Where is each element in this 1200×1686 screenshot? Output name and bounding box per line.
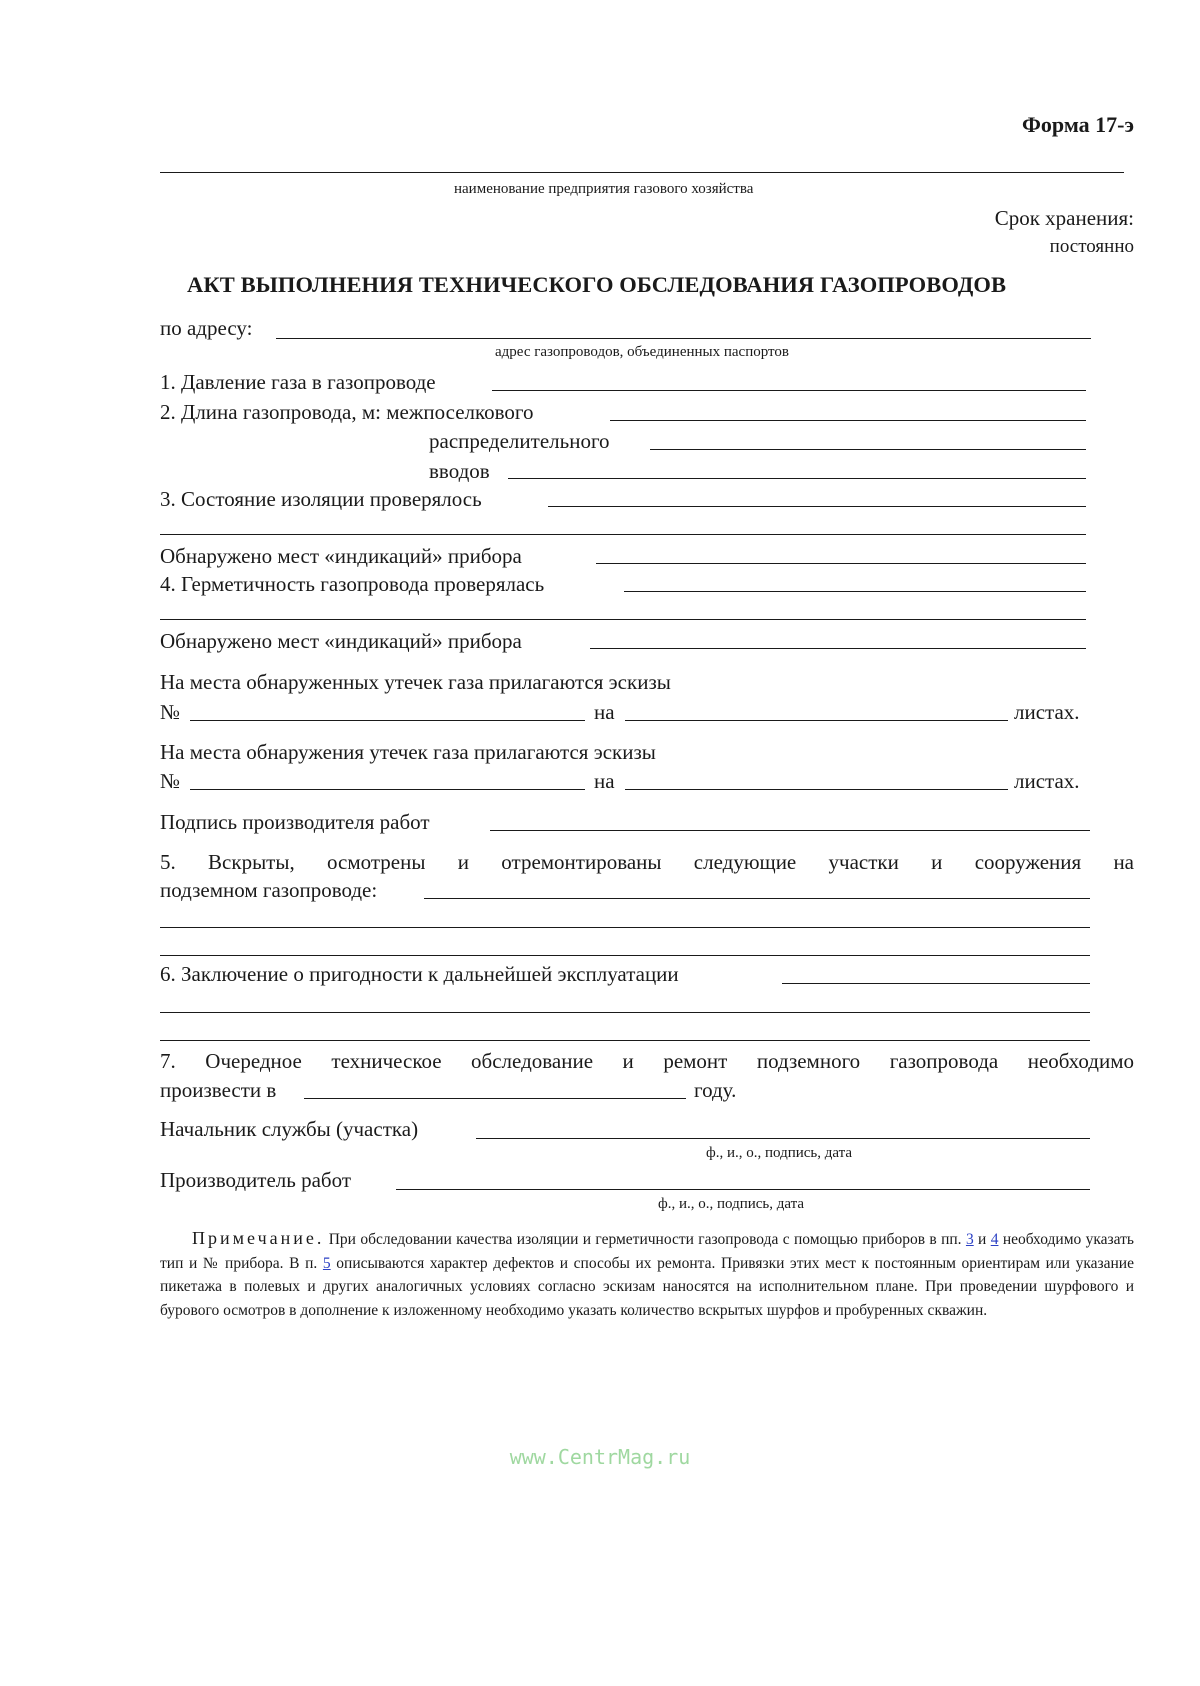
found-places-line-1[interactable] [596, 563, 1086, 564]
retention-label: Срок хранения: [994, 206, 1134, 230]
note-ref-4[interactable]: 4 [990, 1231, 999, 1248]
distribution-label: распределительного [429, 429, 610, 453]
document-title: АКТ ВЫПОЛНЕНИЯ ТЕХНИЧЕСКОГО ОБСЛЕДОВАНИЯ ГАЗОПРОВОДОВ [187, 272, 1007, 297]
sketch1-sheets-word: листах. [1014, 700, 1080, 724]
sketch2-number-line[interactable] [190, 789, 585, 790]
note-ref-5[interactable]: 5 [322, 1254, 331, 1272]
item3-label: 3. Состояние изоляции проверялось [160, 487, 482, 511]
note-text-3: описываются характер дефектов и способы их ремонта. Привязки этих мест к постоянным ориентирам или указание пикетажа в полевых и других аналогичных условиях согласно эскизам наносятся на исполнительном плане. При проведении шурфового и бурового осмотров в дополнение к изложенному необходимо указать количество вскрытых шурфов и пробуренных скважин. [160, 1254, 1134, 1319]
note-and: и [973, 1231, 991, 1248]
worker-signature-label: Подпись производителя работ [160, 810, 430, 834]
insulation-check-line[interactable] [548, 506, 1086, 507]
conclusion-line-3[interactable] [160, 1040, 1090, 1041]
item1-label: 1. Давление газа в газопроводе [160, 370, 436, 394]
intersettlement-length-line[interactable] [610, 420, 1086, 421]
item5-answer-line-3[interactable] [160, 955, 1090, 956]
address-caption: адрес газопроводов, объединенных паспортов [495, 344, 789, 360]
note-ref-3[interactable]: 3 [965, 1231, 974, 1248]
inlets-label: вводов [429, 459, 490, 483]
watermark: www.CentrMag.ru [509, 1445, 691, 1469]
org-name-line[interactable] [160, 172, 1124, 173]
worker-sign-caption: ф., и., о., подпись, дата [658, 1196, 805, 1212]
sketch1-text: На места обнаруженных утечек газа прилагаются эскизы [160, 670, 671, 694]
retention-value: постоянно [1049, 236, 1134, 257]
note-text-1: При обследовании качества изоляции и герметичности газопровода с помощью приборов в пп. [324, 1231, 966, 1248]
address-line[interactable] [276, 338, 1091, 339]
conclusion-line-2[interactable] [160, 1012, 1090, 1013]
form-number: Форма 17-э [1022, 112, 1134, 137]
sketch1-number-line[interactable] [190, 720, 585, 721]
sketch2-on-word: на [594, 769, 615, 793]
org-name-caption: наименование предприятия газового хозяйства [454, 181, 754, 197]
chief-label: Начальник службы (участка) [160, 1117, 419, 1141]
found-places-line-2[interactable] [590, 648, 1086, 649]
sketch1-num-sign: № [160, 700, 181, 724]
tightness-check-line[interactable] [624, 591, 1086, 592]
sketch1-on-word: на [594, 700, 615, 724]
address-label: по адресу: [160, 316, 253, 340]
note-label: Примечание. [192, 1228, 325, 1248]
worker-sign-line[interactable] [396, 1189, 1090, 1190]
insulation-check-line-2[interactable] [160, 534, 1086, 535]
item6-label: 6. Заключение о пригодности к дальнейшей эксплуатации [160, 962, 679, 986]
inlets-length-line[interactable] [508, 478, 1086, 479]
sketch2-num-sign: № [160, 769, 181, 793]
item4-label: 4. Герметичность газопровода проверялась [160, 572, 545, 596]
note-text-2: необходимо указать тип и № прибора. В п. [160, 1231, 1134, 1272]
found-places-label-1: Обнаружено мест «индикаций» прибора [160, 544, 522, 568]
item7-suffix: году. [694, 1078, 737, 1102]
next-inspection-year-line[interactable] [304, 1098, 686, 1099]
item7-line1: 7. Очередное техническое обследование и ремонт подземного газопровода необходимо [160, 1049, 1134, 1073]
item5-answer-line-2[interactable] [160, 927, 1090, 928]
item5-line1: 5. Вскрыты, осмотрены и отремонтированы следующие участки и сооружения на [160, 850, 1134, 874]
worker-signature-line[interactable] [490, 830, 1090, 831]
chief-sign-caption: ф., и., о., подпись, дата [706, 1145, 853, 1161]
distribution-length-line[interactable] [650, 449, 1086, 450]
sketch2-sheets-line[interactable] [625, 789, 1008, 790]
item7-prefix: произвести в [160, 1078, 277, 1102]
item2-label: 2. Длина газопровода, м: межпоселкового [160, 400, 534, 424]
conclusion-line-1[interactable] [782, 983, 1090, 984]
gas-pressure-line[interactable] [492, 390, 1086, 391]
found-places-label-2: Обнаружено мест «индикаций» прибора [160, 629, 522, 653]
note-paragraph [160, 1227, 1134, 1322]
sketch2-sheets-word: листах. [1014, 769, 1080, 793]
sketch2-text: На места обнаружения утечек газа прилагаются эскизы [160, 740, 656, 764]
tightness-check-line-2[interactable] [160, 619, 1086, 620]
worker-label: Производитель работ [160, 1168, 351, 1192]
item5-line2: подземном газопроводе: [160, 878, 378, 902]
item5-answer-line-1[interactable] [424, 898, 1090, 899]
chief-signature-line[interactable] [476, 1138, 1090, 1139]
sketch1-sheets-line[interactable] [625, 720, 1008, 721]
